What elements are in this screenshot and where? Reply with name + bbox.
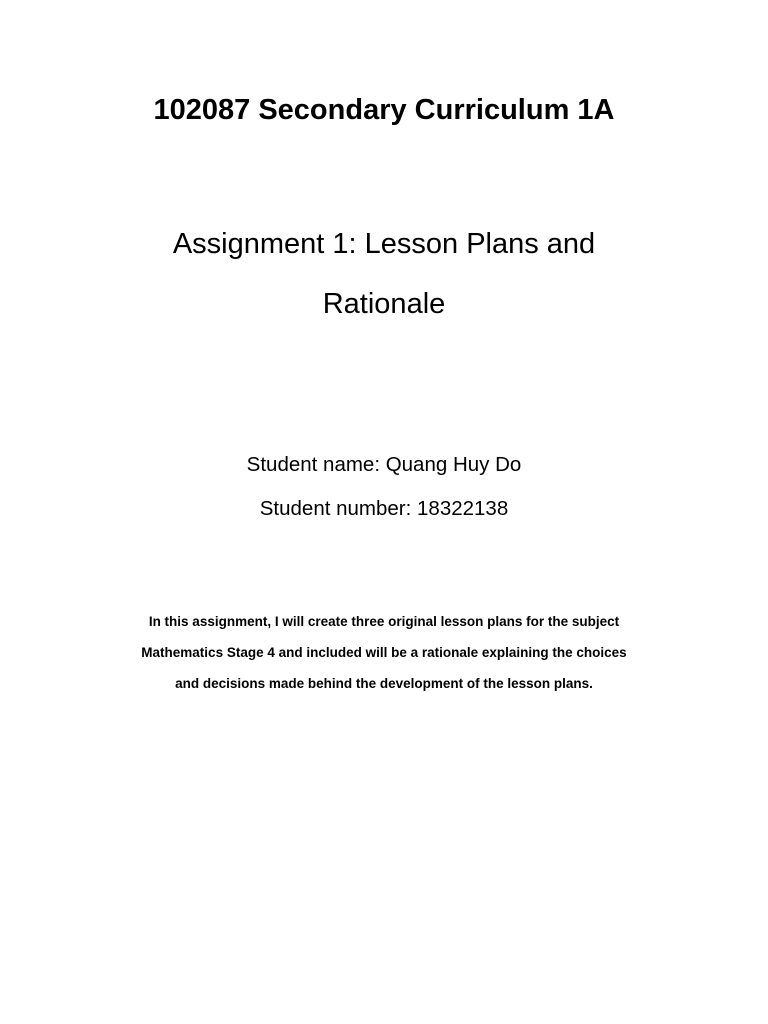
intro-line: and decisions made behind the development of the lesson plans. xyxy=(175,675,593,691)
assignment-title-line: Rationale xyxy=(322,288,446,320)
assignment-title xyxy=(0,214,768,334)
course-title: 102087 Secondary Curriculum 1A xyxy=(153,94,615,126)
intro-paragraph xyxy=(100,606,668,699)
assignment-title-line: Assignment 1: Lesson Plans and xyxy=(172,228,596,260)
student-info xyxy=(0,443,768,531)
student-name: Student name: Quang Huy Do xyxy=(246,453,522,476)
intro-line: In this assignment, I will create three original lesson plans for the subject xyxy=(148,613,620,629)
intro-line: Mathematics Stage 4 and included will be a rationale explaining the choices xyxy=(141,644,627,660)
student-number: Student number: 18322138 xyxy=(259,497,509,520)
